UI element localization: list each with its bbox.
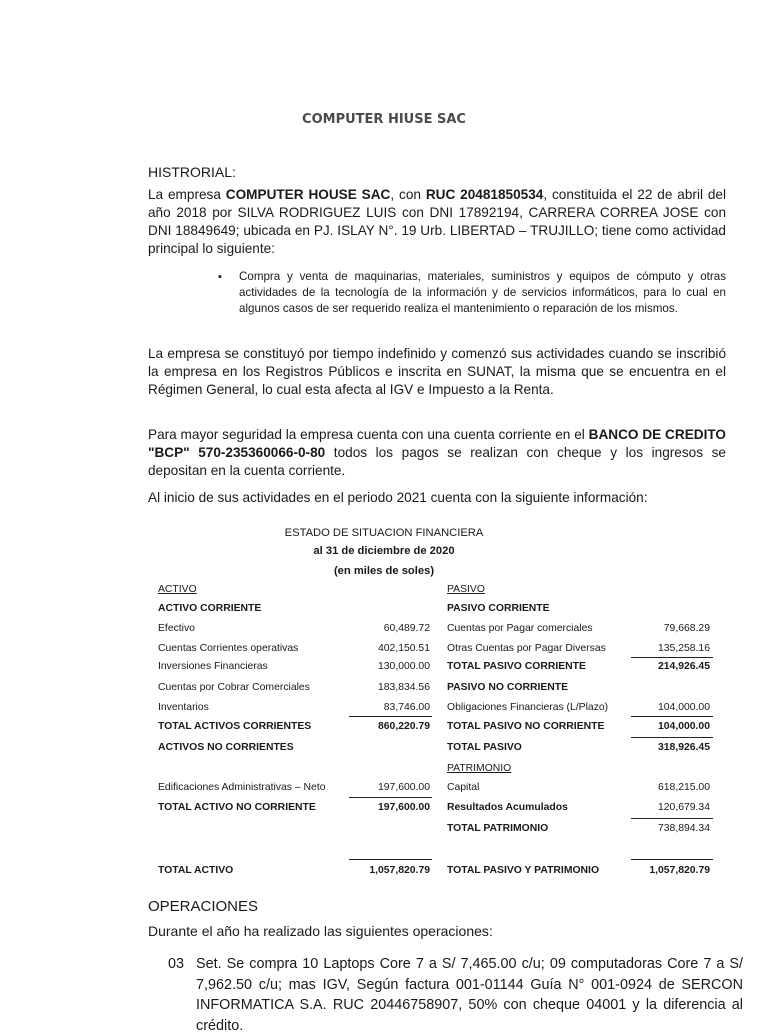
pasivo-corriente-heading: PASIVO CORRIENTE <box>447 603 550 614</box>
otras-cxp-value: 135,258.16 <box>657 643 710 654</box>
total-ac-label: TOTAL ACTIVOS CORRIENTES <box>158 721 312 732</box>
cxp-label: Cuentas por Pagar comerciales <box>447 623 593 634</box>
divider <box>631 859 713 860</box>
total-pc-value: 214,926.45 <box>657 661 710 672</box>
operation-text: Set. Se compra 10 Laptops Core 7 a S/ 7,465.00 c/u; 09 computadoras Core 7 a S/ 7,962.50 c/u; mas IGV, Según factura 001-01144 Guía N° 001-0924 de SERCON INFORMATICA S.A. RUC 20446758907, 50% con cheque 04001 y la diferencia al crédito. <box>196 956 743 1034</box>
total-anc-label: TOTAL ACTIVO NO CORRIENTE <box>158 802 316 813</box>
company-name: COMPUTER HOUSE SAC <box>225 187 391 202</box>
total-ac-value: 860,220.79 <box>377 721 430 732</box>
efectivo-value: 60,489.72 <box>383 623 430 634</box>
total-patrimonio-label: TOTAL PATRIMONIO <box>447 823 549 834</box>
operaciones-heading: OPERACIONES <box>148 898 259 915</box>
obligaciones-label: Obligaciones Financieras (L/Plazo) <box>447 702 609 713</box>
paragraph-constitution: La empresa se constituyó por tiempo indefinido y comenzó sus actividades cuando se inscribió la empresa en los Registros Públicos e inscrita en SUNAT, la misma que se encuentra en el Régimen General, lo cual esta afecta al IGV e Impuesto a la Renta. <box>148 346 726 397</box>
divider <box>349 859 432 860</box>
cuentas-corrientes-label: Cuentas Corrientes operativas <box>158 643 299 654</box>
resultados-value: 120,679.34 <box>657 802 710 813</box>
inventarios-label: Inventarios <box>158 702 209 713</box>
bullet-text: Compra y venta de maquinarias, materiales, suministros y equipos de cómputo y otras actividades de la tecnología de la información y de servicios informáticos, para lo cual en algunos casos de ser requerido realiza el mantenimiento o reparación de los mismos. <box>239 270 726 315</box>
total-activo-value: 1,057,820.79 <box>369 865 430 876</box>
divider <box>349 797 432 798</box>
total-pp-label: TOTAL PASIVO Y PATRIMONIO <box>447 865 600 876</box>
historial-heading: HISTRORIAL: <box>148 164 236 180</box>
inversiones-label: Inversiones Financieras <box>158 661 268 672</box>
paragraph-bank: Para mayor seguridad la empresa cuenta con una cuenta corriente en el BANCO DE CREDITO "BCP" 570-235360066-0-80 todos los pagos se realizan con cheque y los ingresos se depositan en la cuenta corriente. <box>148 427 726 478</box>
capital-label: Capital <box>447 782 480 793</box>
bank-account: BANCO DE CREDITO "BCP" 570-235360066-0-80 <box>148 427 726 460</box>
operaciones-intro: Durante el año ha realizado las siguientes operaciones: <box>148 923 493 939</box>
total-pasivo-value: 318,926.45 <box>657 742 710 753</box>
cxc-label: Cuentas por Cobrar Comerciales <box>158 682 310 693</box>
statement-title: ESTADO DE SITUACION FINANCIERA <box>284 527 484 539</box>
total-pc-label: TOTAL PASIVO CORRIENTE <box>447 661 586 672</box>
divider <box>349 716 432 717</box>
edificaciones-value: 197,600.00 <box>377 782 430 793</box>
statement-date: al 31 de diciembre de 2020 <box>313 545 455 557</box>
inversiones-value: 130,000.00 <box>377 661 430 672</box>
cxp-value: 79,668.29 <box>663 623 710 634</box>
paragraph-company-info: La empresa COMPUTER HOUSE SAC, con RUC 20481850534, constituida el 22 de abril del año 2018 por SILVA RODRIGUEZ LUIS con DNI 17892194, CARRERA CORREA JOSE con DNI 18849649; ubicada en PJ. ISLAY N°. 19 Urb. LIBERTAD – TRUJILLO; tiene como actividad principal lo siguiente: <box>148 187 727 256</box>
divider <box>631 737 713 738</box>
resultados-label: Resultados Acumulados <box>447 802 568 813</box>
paragraph-intro-statement: Al inicio de sus actividades en el periodo 2021 cuenta con la siguiente información: <box>148 490 648 505</box>
otras-cxp-label: Otras Cuentas por Pagar Diversas <box>447 643 606 654</box>
cxc-value: 183,834.56 <box>377 682 430 693</box>
obligaciones-value: 104,000.00 <box>657 702 710 713</box>
inventarios-value: 83,746.00 <box>383 702 430 713</box>
bullet-activity <box>218 269 726 317</box>
divider <box>631 716 713 717</box>
divider <box>631 657 713 658</box>
activo-corriente-heading: ACTIVO CORRIENTE <box>158 603 262 614</box>
activos-nc-heading: ACTIVOS NO CORRIENTES <box>158 742 294 753</box>
total-pasivo-label: TOTAL PASIVO <box>447 742 522 753</box>
total-patrimonio-value: 738,894.34 <box>657 823 710 834</box>
bullet-icon: ▪ <box>218 271 222 283</box>
capital-value: 618,215.00 <box>657 782 710 793</box>
total-pnc-value: 104,000.00 <box>657 721 710 732</box>
statement-units: (en miles de soles) <box>333 565 435 577</box>
edificaciones-label: Edificaciones Administrativas – Neto <box>158 782 326 793</box>
pasivo-heading: PASIVO <box>447 584 485 595</box>
activo-heading: ACTIVO <box>158 584 197 595</box>
company-ruc: RUC 20481850534 <box>425 187 544 202</box>
patrimonio-heading: PATRIMONIO <box>447 763 512 774</box>
total-activo-label: TOTAL ACTIVO <box>158 865 234 876</box>
total-pp-value: 1,057,820.79 <box>649 865 710 876</box>
efectivo-label: Efectivo <box>158 623 195 634</box>
pasivo-nc-heading: PASIVO NO CORRIENTE <box>447 682 569 693</box>
total-pnc-label: TOTAL PASIVO NO CORRIENTE <box>447 721 605 732</box>
document-title: COMPUTER HIUSE SAC <box>302 112 466 127</box>
divider <box>631 818 713 819</box>
operation-number: 03 <box>168 956 185 972</box>
cuentas-corrientes-value: 402,150.51 <box>377 643 430 654</box>
total-anc-value: 197,600.00 <box>377 802 430 813</box>
